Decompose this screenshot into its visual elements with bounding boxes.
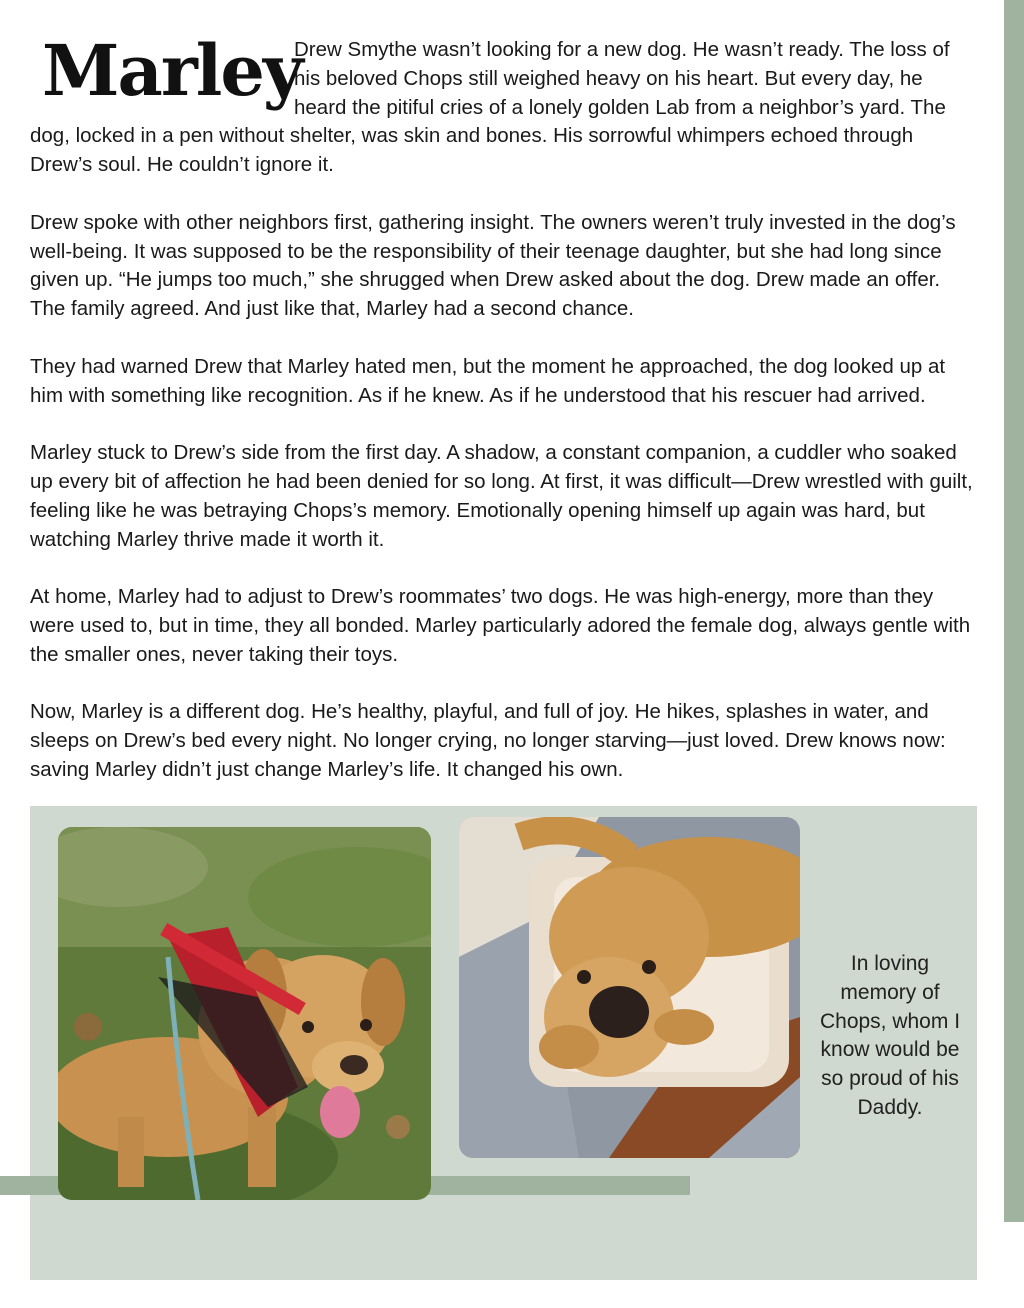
marley-standing-illustration — [58, 827, 431, 1200]
memorial-caption: In loving memory of Chops, whom I know would be so proud of his Daddy. — [819, 952, 961, 1119]
story-paragraph: They had warned Drew that Marley hated men, but the moment he approached, the dog looked up at him with something like recognition. As if he knew. As if he understood that his rescuer had arrived. — [30, 354, 946, 407]
photo-marley-standing — [58, 827, 431, 1200]
marley-resting-illustration — [459, 817, 800, 1158]
story-paragraph: Drew Smythe wasn’t looking for a new dog. He wasn’t ready. The loss of his beloved Chops still weighed heavy on his heart. But every day, he heard the pitiful cries of a lonely golden Lab from a neighbor’s yard. The dog, locked in a pen without shelter, was skin and bones. His sorrowful whimpers echoed through Drew’s soul. He couldn’t ignore it. — [30, 38, 950, 177]
title-spacer — [30, 36, 294, 122]
story-paragraph: Marley stuck to Drew’s side from the first day. A shadow, a constant companion, a cuddler who soaked up every bit of affection he had been denied for so long. At first, it was difficult—Drew wrestled with guilt, feeling like he was betraying Chops’s memory. Emotionally opening himself up again was hard, but watching Marley thrive made it worth it. — [30, 441, 973, 551]
right-accent-bar — [1004, 0, 1024, 1222]
story-paragraph: Drew spoke with other neighbors first, gathering insight. The owners weren’t truly invested in the dog’s well-being. It was supposed to be the responsibility of their teenage daughter, but she had long since given up. “He jumps too much,” she shrugged when Drew asked about the dog. Drew made an offer. The family agreed. And just like that, Marley had a second chance. — [30, 210, 956, 321]
story-paragraph: Now, Marley is a different dog. He’s healthy, playful, and full of joy. He hikes, splashes in water, and sleeps on Drew’s bed every night. No longer crying, no longer starving—just loved. Drew knows now: saving Marley didn’t just change Marley’s life. It changed his own. — [30, 700, 946, 781]
photo-marley-resting — [459, 817, 800, 1158]
story-text — [30, 29, 980, 814]
story-paragraph: At home, Marley had to adjust to Drew’s roommates’ two dogs. He was high-energy, more than they were used to, but in time, they all bonded. Marley particularly adored the female dog, always gentle with the smaller ones, never taking their toys. — [30, 585, 971, 666]
page-title: Marley — [42, 29, 302, 112]
